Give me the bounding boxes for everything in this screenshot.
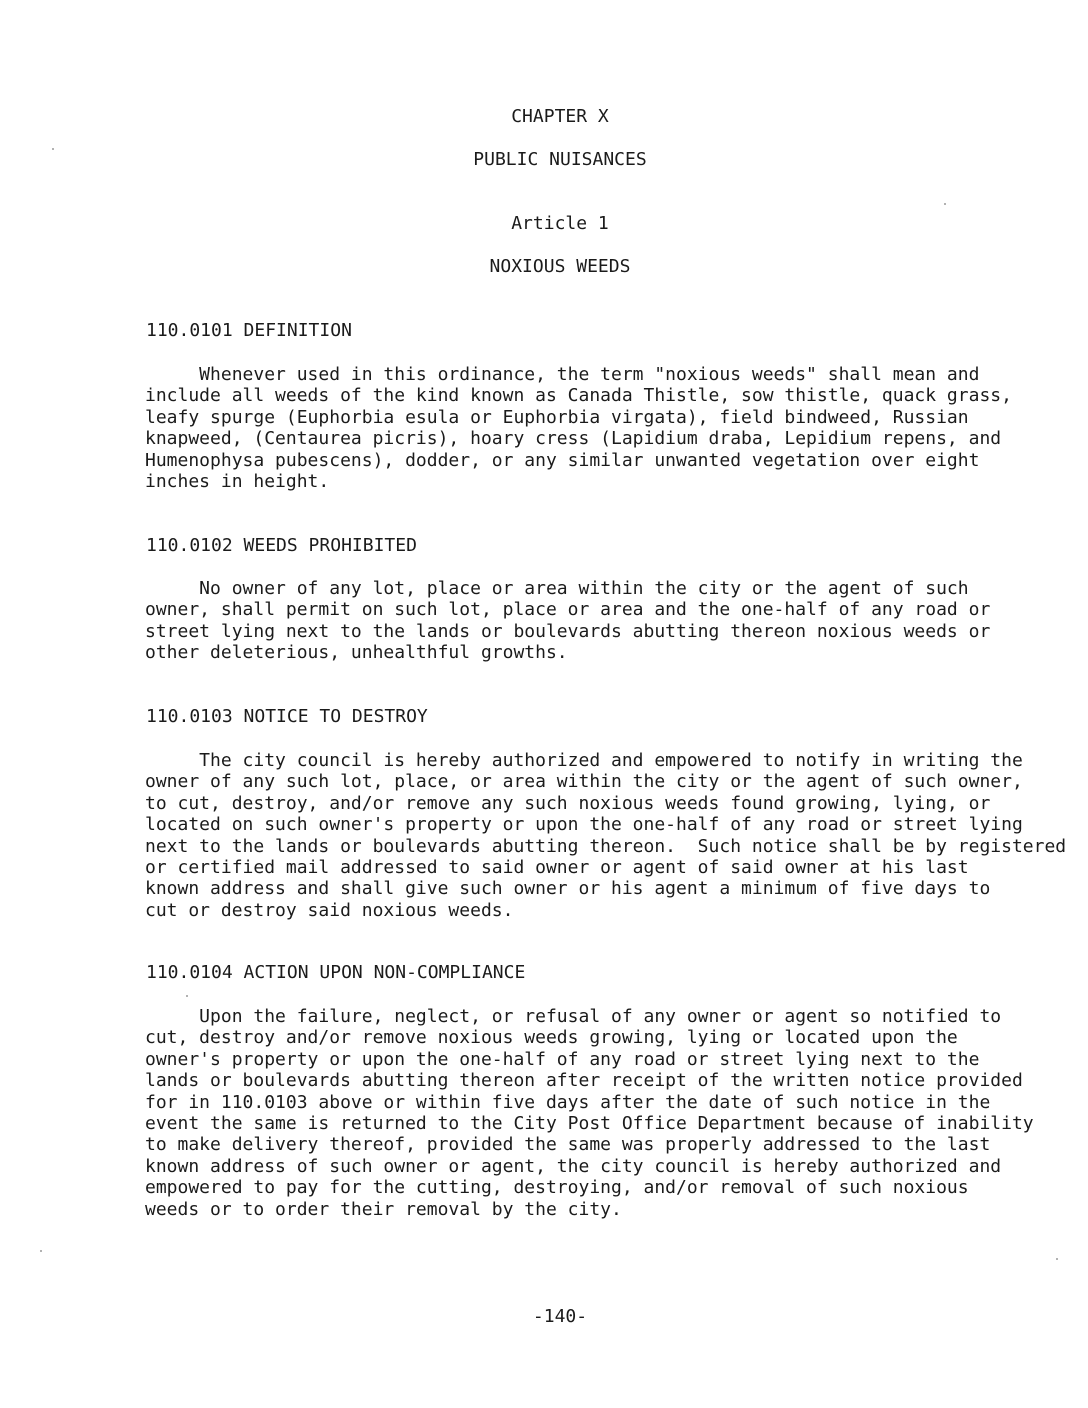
paragraph-line: Whenever used in this ordinance, the term "noxious weeds" shall mean and — [145, 364, 980, 385]
chapter-title: PUBLIC NUISANCES — [473, 149, 647, 170]
paragraph-line: lands or boulevards abutting thereon after receipt of the written notice provided — [145, 1070, 1023, 1092]
paragraph-line: to make delivery thereof, provided the same was properly addressed to the last — [145, 1134, 991, 1156]
paragraph-line: known address and shall give such owner or his agent a minimum of five days to — [145, 878, 991, 900]
paragraph-line: knapweed, (Centaurea picris), hoary cress (Lapidium draba, Lepidium repens, and — [145, 428, 1002, 450]
paragraph-line: No owner of any lot, place or area within the city or the agent of such — [145, 578, 969, 599]
article-number: Article 1 — [511, 213, 609, 234]
paragraph-line: to cut, destroy, and/or remove any such noxious weeds found growing, lying, or — [145, 792, 991, 814]
paragraph-line: street lying next to the lands or boulevards abutting thereon noxious weeds or — [145, 620, 991, 642]
paragraph-line: leafy spurge (Euphorbia esula or Euphorbia virgata), field bindweed, Russian — [145, 406, 969, 428]
scan-speck — [1056, 1258, 1058, 1260]
scan-speck — [944, 203, 946, 205]
scan-speck — [186, 995, 188, 997]
paragraph-line: located on such owner's property or upon the one-half of any road or street lying — [145, 814, 1023, 836]
paragraph-line: other deleterious, unhealthful growths. — [145, 642, 568, 664]
paragraph-line: The city council is hereby authorized and empowered to notify in writing the — [145, 750, 1023, 771]
chapter-number: CHAPTER X — [511, 106, 609, 127]
section-heading-notice-to-destroy: 110.0103 NOTICE TO DESTROY — [146, 706, 428, 727]
scan-speck — [52, 148, 54, 150]
page-number: -140- — [532, 1306, 588, 1327]
section-body-action-upon-non-compliance — [145, 1006, 1075, 1220]
paragraph-line: Upon the failure, neglect, or refusal of any owner or agent so notified to — [145, 1006, 1002, 1027]
section-heading-definition: 110.0101 DEFINITION — [146, 320, 352, 341]
paragraph-line: empowered to pay for the cutting, destroying, and/or removal of such noxious — [145, 1177, 969, 1199]
paragraph-line: Humenophysa pubescens), dodder, or any similar unwanted vegetation over eight — [145, 449, 980, 471]
paragraph-line: inches in height. — [145, 471, 330, 493]
scan-speck — [40, 1250, 42, 1252]
paragraph-line: owner of any such lot, place, or area within the city or the agent of such owner, — [145, 771, 1023, 793]
paragraph-line: for in 110.0103 above or within five days after the date of such notice in the — [145, 1091, 991, 1113]
paragraph-line: owner's property or upon the one-half of any road or street lying next to the — [145, 1048, 980, 1070]
article-title: NOXIOUS WEEDS — [489, 256, 631, 277]
paragraph-line: cut, destroy and/or remove noxious weeds growing, lying or located upon the — [145, 1027, 958, 1049]
paragraph-line: known address of such owner or agent, the city council is hereby authorized and — [145, 1155, 1002, 1177]
paragraph-line: next to the lands or boulevards abutting thereon. Such notice shall be by registered — [145, 835, 1067, 857]
paragraph-line: weeds or to order their removal by the city. — [145, 1198, 622, 1220]
paragraph-line: include all weeds of the kind known as Canada Thistle, sow thistle, quack grass, — [145, 385, 1012, 407]
section-body-weeds-prohibited — [145, 578, 1075, 664]
section-heading-weeds-prohibited: 110.0102 WEEDS PROHIBITED — [146, 535, 417, 556]
paragraph-line: event the same is returned to the City Post Office Department because of inability — [145, 1113, 1034, 1135]
section-body-notice-to-destroy — [145, 750, 1075, 921]
paragraph-line: cut or destroy said noxious weeds. — [145, 899, 514, 921]
section-body-definition — [145, 364, 1075, 492]
paragraph-line: owner, shall permit on such lot, place or area and the one-half of any road or — [145, 599, 991, 621]
section-heading-action-upon-non-compliance: 110.0104 ACTION UPON NON-COMPLIANCE — [146, 962, 526, 983]
paragraph-line: or certified mail addressed to said owner or agent of said owner at his last — [145, 857, 969, 879]
